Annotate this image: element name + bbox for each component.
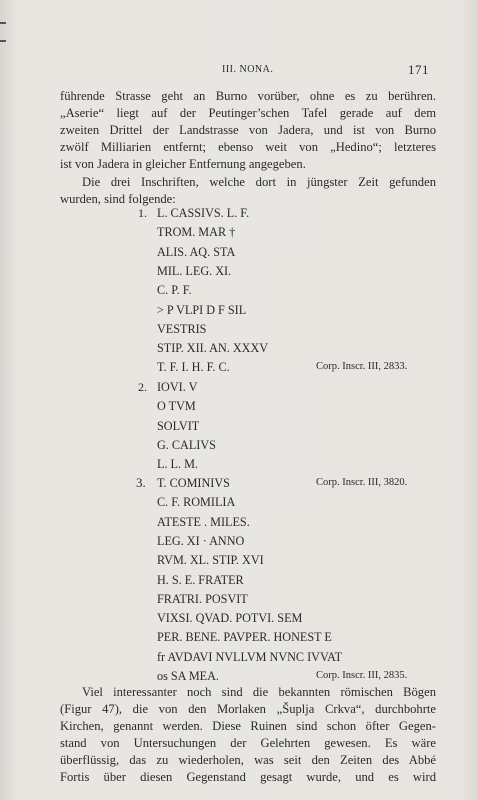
inscription-line: G. CALIVS <box>157 437 216 452</box>
inscription-line: LEG. XI · ANNO <box>157 533 245 548</box>
inscription-line: STIP. XII. AN. XXXV <box>157 341 269 356</box>
text-line: „Aserie“ liegt auf der Peutinger’schen Tafel gerade auf dem <box>60 106 436 120</box>
text-line: ist von Jadera in gleicher Entfernung angegeben. <box>60 157 306 171</box>
inscription-line: VESTRIS <box>157 321 207 336</box>
text-line: Die drei Inschriften, welche dort in jüngster Zeit gefunden <box>82 175 436 189</box>
inscription-number: 2. <box>138 380 147 394</box>
text-line: wurden, sind folgende: <box>60 192 176 206</box>
inscription-line: FRATRI. POSVIT <box>157 591 248 606</box>
inscription-citation: Corp. Inscr. III, 2835. <box>316 670 408 681</box>
inscription-number: 3. <box>136 475 146 490</box>
margin-mark <box>0 22 6 24</box>
inscription-line: ATESTE . MILES. <box>157 514 250 529</box>
inscription-line: ALIS. AQ. STA <box>157 244 236 259</box>
inscription-line: IOVI. V <box>157 380 198 394</box>
inscription-line: PER. BENE. PAVPER. HONEST E <box>157 630 332 645</box>
inscription-citation: Corp. Inscr. III, 3820. <box>316 477 408 488</box>
inscription-citation: Corp. Inscr. III, 2833. <box>316 361 408 373</box>
inscription-line: RVM. XL. STIP. XVI <box>157 553 264 568</box>
paragraph-1 <box>60 88 436 173</box>
inscription-line: O TVM <box>157 399 196 414</box>
text-line: stand von Untersuchungen der Gelehrten gewesen. Es wäre <box>60 736 436 750</box>
margin-mark <box>0 40 6 42</box>
text-line: zwölf Milliarien entfernt; ebenso weit von „Hedino“; letzteres <box>60 140 436 154</box>
inscription-line: VIXSI. QVAD. POTVI. SEM <box>157 611 303 626</box>
text-line: überflüssig, das zu wiederholen, was seit den Zeiten des Abbé <box>60 753 436 767</box>
page-header <box>0 62 477 78</box>
paragraph-3 <box>60 684 436 786</box>
running-title: III. NONA. <box>222 64 274 75</box>
text-line: Kirchen, genannt werden. Diese Ruinen sind schon öfter Gegen- <box>60 719 436 733</box>
inscription-line: C. F. ROMILIA <box>157 495 236 510</box>
text-line: führende Strasse geht an Burno vorüber, ohne es zu berühren. <box>60 89 436 103</box>
text-line: Viel interessanter noch sind die bekannten römischen Bögen <box>82 685 436 699</box>
page-number: 171 <box>408 62 429 77</box>
inscription-line: os SA MEA. <box>157 669 219 683</box>
text-line: Fortis über diesen Gegenstand gesagt wurde, und es wird <box>60 770 436 784</box>
inscription-line: H. S. E. FRATER <box>157 572 244 587</box>
inscription-line: T. F. I. H. F. C. <box>157 360 230 375</box>
text-line: (Figur 47), die von den Morlaken „Šuplja Crkva“, durchbohrte <box>60 702 436 716</box>
inscription-line: L. L. M. <box>157 457 198 472</box>
inscription-line: C. P. F. <box>157 283 192 298</box>
inscription-line: T. COMINIVS <box>157 476 230 490</box>
inscription-line: SOLVIT <box>157 418 200 433</box>
inscription-line: L. CASSIVS. L. F. <box>157 206 250 220</box>
text-line: zweiten Drittel der Landstrasse von Jadera, und ist von Burno <box>60 123 436 137</box>
inscription-line: MIL. LEG. XI. <box>157 263 232 278</box>
inscription-line: TROM. MAR † <box>157 225 236 240</box>
inscription-line: > P VLPI D F SIL <box>157 302 247 317</box>
inscription-line: fr AVDAVI NVLLVM NVNC IVVAT <box>157 649 343 664</box>
inscription-number: 1. <box>138 206 147 220</box>
